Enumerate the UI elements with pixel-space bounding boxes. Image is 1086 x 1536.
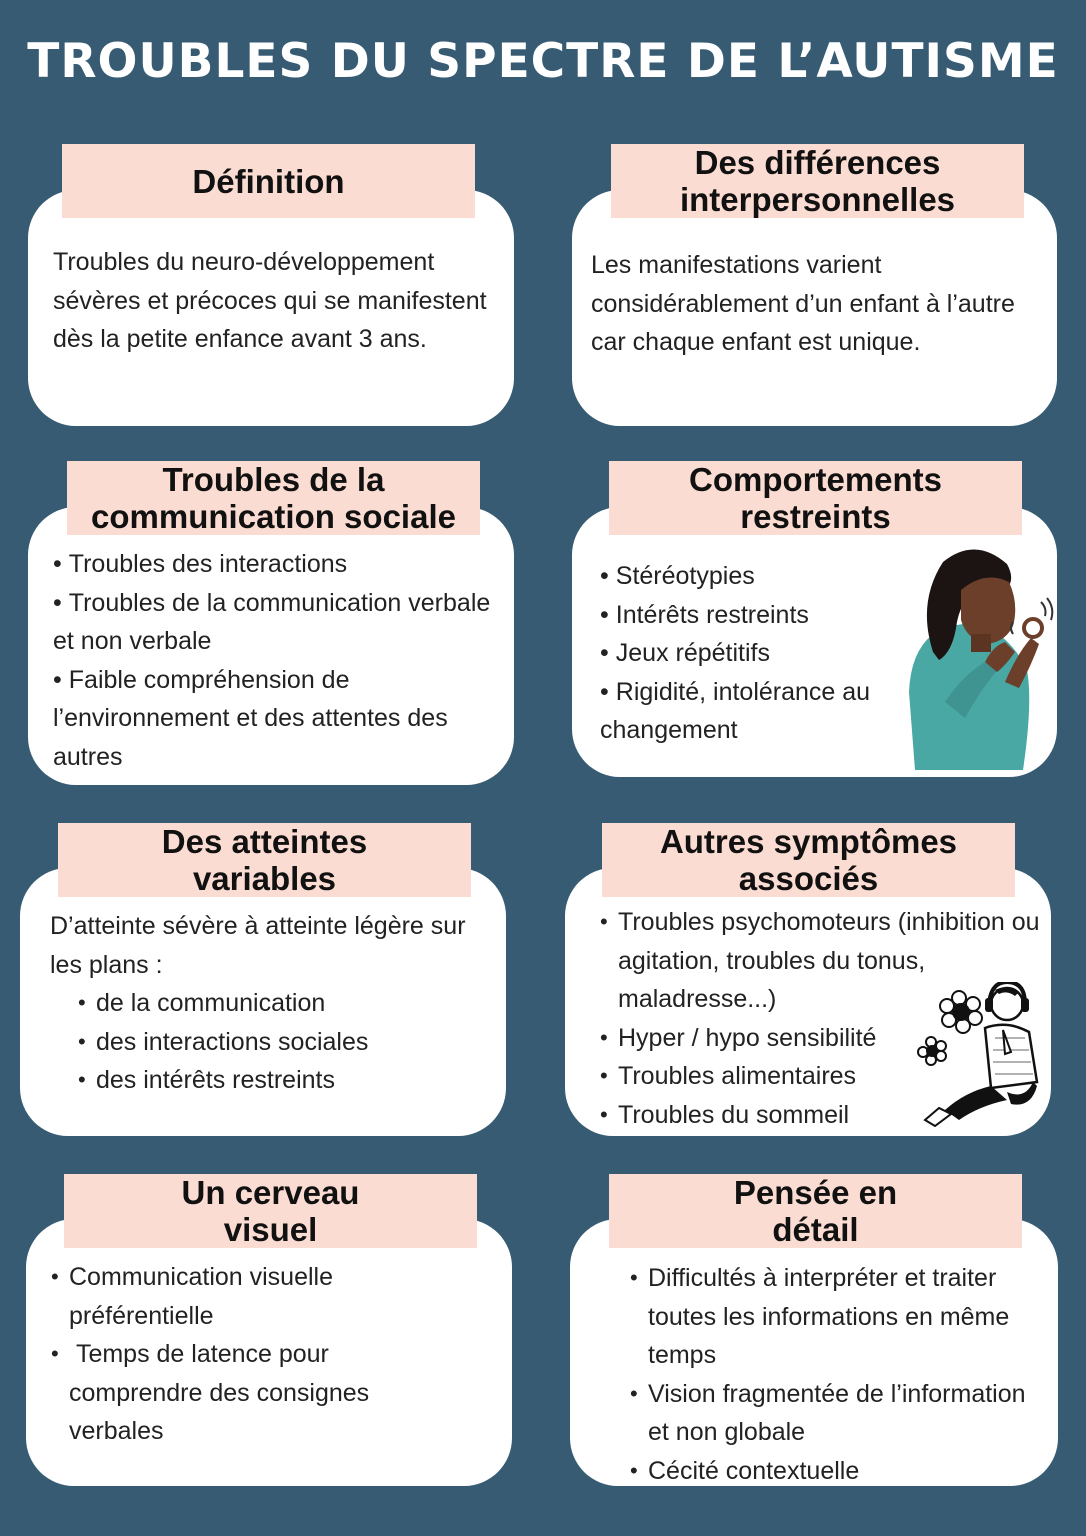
atteintes-heading-line2: variables <box>192 860 337 897</box>
list-item: • Difficultés à interpréter et traiter toutes les informations en même temps <box>630 1259 1050 1375</box>
list-item: • Troubles alimentaires <box>600 1057 1040 1096</box>
girl-stimming-illustration <box>905 542 1055 770</box>
list-item: • Troubles du sommeil <box>600 1096 1040 1135</box>
list-item: • Intérêts restreints <box>600 596 910 635</box>
child-with-headphones-and-flowers-illustration <box>915 982 1045 1127</box>
list-item: • Communication visuelle préférentielle <box>51 1258 451 1335</box>
pensee-body <box>630 1259 1050 1490</box>
atteintes-heading <box>58 823 471 897</box>
comportements-heading-line2: restreints <box>740 498 891 535</box>
list-item: • Rigidité, intolérance au changement <box>600 673 910 750</box>
autres-heading-line2: associés <box>738 860 879 897</box>
autres-heading-line1: Autres symptômes <box>659 823 958 860</box>
flower-icon <box>940 991 982 1033</box>
list-item: • Vision fragmentée de l’information et non globale <box>630 1375 1050 1452</box>
atteintes-list <box>78 984 480 1100</box>
list-item: • de la communication <box>78 984 480 1023</box>
cerveau-heading-line1: Un cerveau <box>181 1174 360 1211</box>
differences-text: Les manifestations varient considérablement d’un enfant à l’autre car chaque enfant est unique. <box>591 251 1015 356</box>
communication-heading-line2: communication sociale <box>91 498 456 535</box>
cerveau-heading <box>64 1174 477 1248</box>
comportements-heading-line1: Comportements <box>688 461 943 498</box>
pensee-heading <box>609 1174 1022 1248</box>
list-item: • Faible compréhension de l’environnement et des attentes des autres <box>53 661 498 777</box>
pensee-heading-line2: détail <box>772 1211 859 1248</box>
atteintes-heading-line1: Des atteintes <box>161 823 368 860</box>
comportements-heading <box>609 461 1022 535</box>
list-item: • Jeux répétitifs <box>600 634 910 673</box>
autres-heading <box>602 823 1015 897</box>
comportements-list <box>600 557 910 750</box>
list-item: • des intérêts restreints <box>78 1061 480 1100</box>
list-item: • Troubles de la communication verbale et non verbale <box>53 584 498 661</box>
communication-list <box>53 545 498 776</box>
differences-heading <box>611 144 1024 218</box>
pensee-heading-line1: Pensée en <box>733 1174 898 1211</box>
page-title: TROUBLES DU SPECTRE DE L’AUTISME <box>27 34 1059 89</box>
cerveau-body <box>51 1258 451 1451</box>
definition-body <box>53 243 493 359</box>
communication-heading <box>67 461 480 535</box>
definition-heading <box>62 144 475 218</box>
comportements-body <box>600 557 910 750</box>
list-item: • Cécité contextuelle <box>630 1452 1050 1491</box>
communication-heading-line1: Troubles de la <box>162 461 385 498</box>
atteintes-intro: D’atteinte sévère à atteinte légère sur les plans : <box>50 912 466 979</box>
list-item: • Troubles des interactions <box>53 545 498 584</box>
differences-heading-line1: Des différences <box>694 144 941 181</box>
differences-heading-line2: interpersonnelles <box>679 181 956 218</box>
atteintes-body <box>50 907 480 1100</box>
communication-body <box>53 545 498 776</box>
list-item: • Temps de latence pour comprendre des consignes verbales <box>51 1335 451 1451</box>
pensee-list <box>630 1259 1050 1490</box>
definition-heading-text: Définition <box>192 162 345 200</box>
differences-body <box>591 246 1046 362</box>
list-item: • Troubles psychomoteurs (inhibition ou agitation, troubles du tonus, maladresse...) <box>600 903 1040 1019</box>
flower-icon <box>918 1037 946 1065</box>
list-item: • des interactions sociales <box>78 1023 480 1062</box>
cerveau-heading-line2: visuel <box>223 1211 318 1248</box>
list-item: • Stéréotypies <box>600 557 910 596</box>
cerveau-list <box>51 1258 451 1451</box>
list-item: • Hyper / hypo sensibilité <box>600 1019 1040 1058</box>
definition-text: Troubles du neuro-développement sévères et précoces qui se manifestent dès la petite enfance avant 3 ans. <box>53 248 487 353</box>
